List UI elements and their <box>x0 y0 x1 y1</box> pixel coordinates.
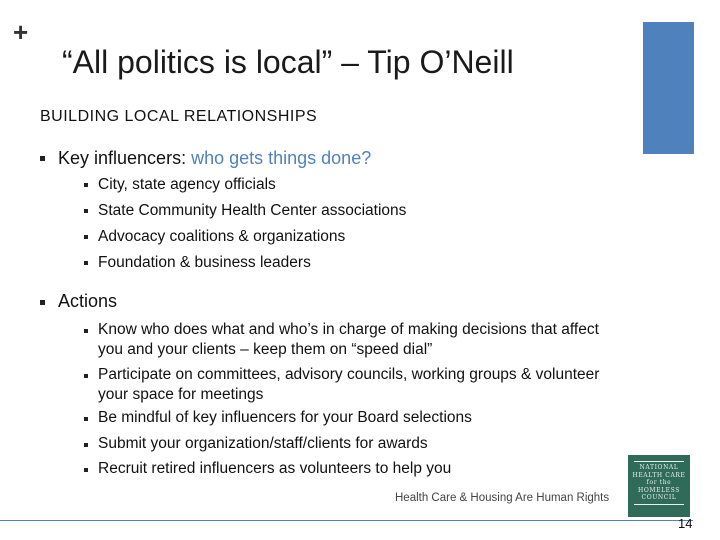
bullet-icon <box>40 300 45 305</box>
section-heading-influencers <box>58 148 371 169</box>
logo-line: NATIONAL <box>639 464 679 471</box>
list-item: Advocacy coalitions & organizations <box>98 228 346 245</box>
accent-bar <box>643 22 694 154</box>
bullet-icon <box>84 443 88 447</box>
list-item: Be mindful of key influencers for your Board selections <box>98 409 472 426</box>
bullet-icon <box>84 329 88 333</box>
bullet-icon <box>84 417 88 421</box>
logo-line: for the <box>646 479 672 486</box>
section-heading-actions <box>58 291 117 312</box>
bullet-icon <box>84 261 88 265</box>
bullet-icon <box>84 374 88 378</box>
logo-rule <box>634 504 684 505</box>
bullet-icon <box>40 156 45 161</box>
heading-text: Key influencers: <box>58 148 192 168</box>
list-item: State Community Health Center associations <box>98 202 407 219</box>
heading-text: Actions <box>58 291 118 311</box>
bullet-icon <box>84 468 88 472</box>
bullet-icon <box>84 235 88 239</box>
bullet-icon <box>84 183 88 187</box>
list-item: Submit your organization/staff/clients for awards <box>98 435 428 452</box>
slide-subtitle: BUILDING LOCAL RELATIONSHIPS <box>40 108 318 125</box>
footer-text: Health Care & Housing Are Human Rights <box>395 492 610 504</box>
logo-line: COUNCIL <box>641 494 677 501</box>
bullet-icon <box>84 209 88 213</box>
heading-accent-text: who gets things done? <box>191 148 372 168</box>
list-item: Foundation & business leaders <box>98 254 311 271</box>
list-item: City, state agency officials <box>98 176 276 193</box>
logo-rule <box>634 461 684 462</box>
list-item: Know who does what and who’s in charge of making decisions that affect you and your clients – keep them on “speed dial” <box>98 321 599 358</box>
list-item: Recruit retired influencers as volunteers to help you <box>98 460 452 477</box>
list-item: Participate on committees, advisory councils, working groups & volunteer your space for meetings <box>98 366 600 403</box>
logo-line: HEALTH CARE <box>632 471 686 479</box>
page-number: 14 <box>678 516 693 531</box>
council-logo <box>628 455 690 517</box>
plus-mark: + <box>13 17 29 47</box>
logo-line: HOMELESS <box>638 486 680 494</box>
footer-rule <box>0 520 693 521</box>
slide-title: “All politics is local” – Tip O’Neill <box>62 44 514 80</box>
